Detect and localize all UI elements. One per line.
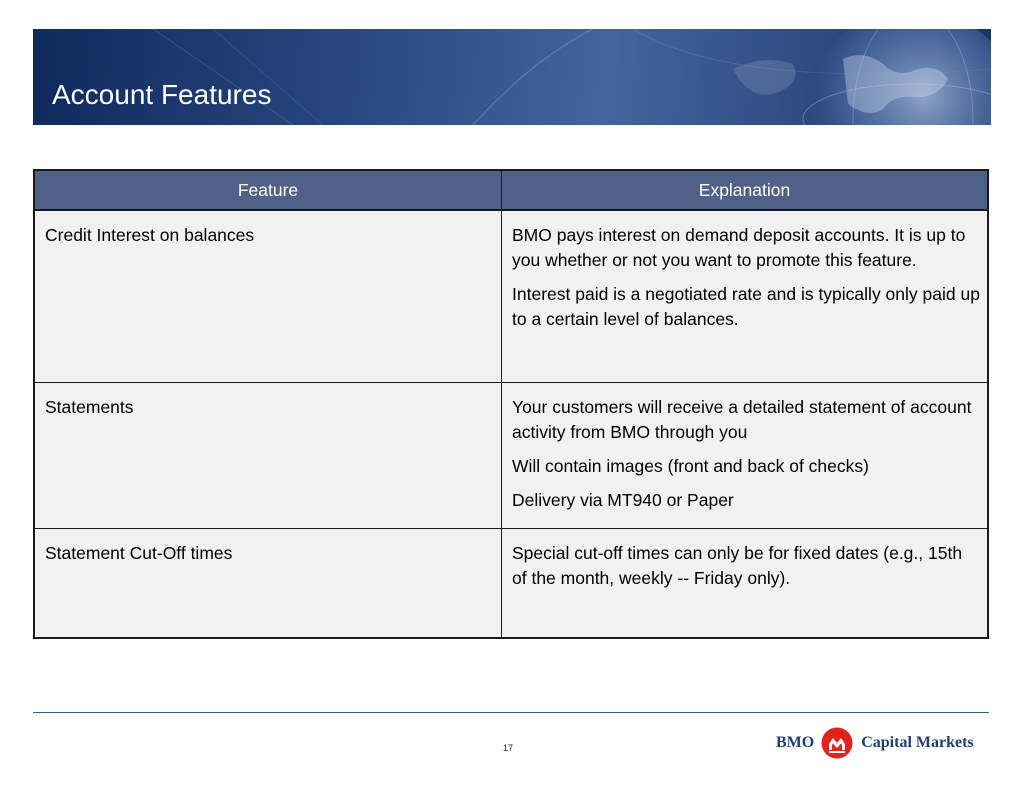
explanation-paragraph: Will contain images (front and back of checks): [512, 456, 869, 476]
table-header-row: [34, 170, 988, 210]
page-number: 17: [503, 743, 514, 753]
explanation-paragraph: BMO pays interest on demand deposit accounts. It is up to you whether or not you want to promote this feature.: [512, 225, 966, 270]
explanation-paragraph: Special cut-off times can only be for fixed dates (e.g., 15th of the month, weekly -- Friday only).: [512, 543, 963, 588]
features-table: [33, 169, 989, 639]
footer-divider: [33, 712, 989, 713]
explanation-cell: [502, 529, 989, 639]
logo-left-text: BMO: [776, 734, 815, 751]
explanation-paragraph: Delivery via MT940 or Paper: [512, 490, 734, 510]
explanation-cell: [502, 210, 989, 383]
feature-cell: [34, 210, 502, 383]
bmo-capital-markets-logo: [776, 725, 974, 761]
feature-label: Statement Cut-Off times: [45, 543, 233, 563]
table-row: [34, 210, 988, 383]
feature-cell: [34, 529, 502, 639]
feature-label: Statements: [45, 397, 134, 417]
logo-right-text: Capital Markets: [861, 734, 974, 751]
explanation-cell: [502, 383, 989, 529]
explanation-paragraph: Your customers will receive a detailed statement of account activity from BMO through you: [512, 397, 972, 442]
feature-cell: [34, 383, 502, 529]
table-row: [34, 383, 988, 529]
page-title: Account Features: [52, 79, 272, 110]
column-header-feature: Feature: [34, 170, 502, 210]
explanation-paragraph: Interest paid is a negotiated rate and is typically only paid up to a certain level of balances.: [512, 284, 980, 329]
table-row: [34, 529, 988, 639]
bmo-roundel-icon: [821, 727, 853, 759]
feature-label: Credit Interest on balances: [45, 225, 255, 245]
column-header-explanation: Explanation: [502, 170, 989, 210]
header-banner: [33, 29, 991, 125]
